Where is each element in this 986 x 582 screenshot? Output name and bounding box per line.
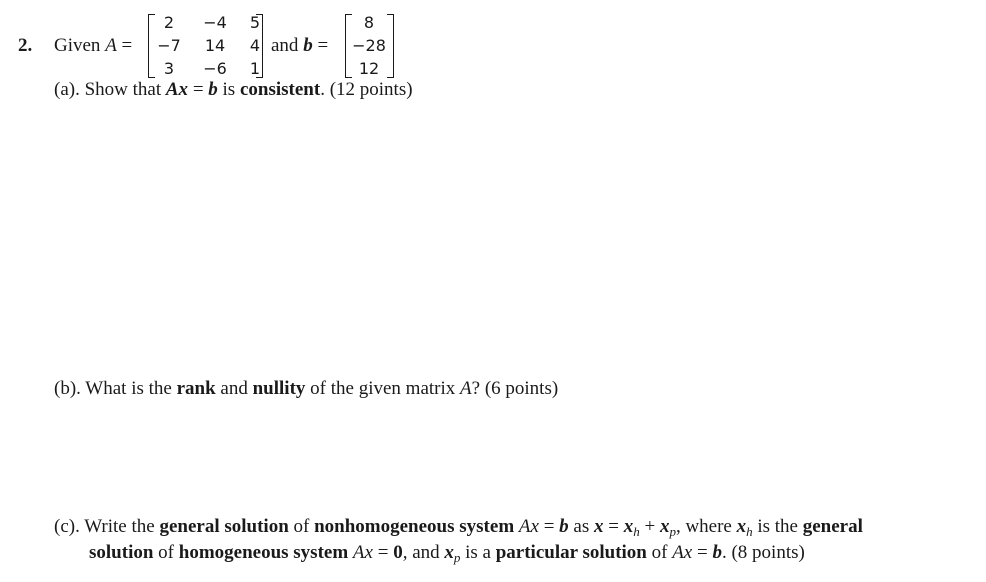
keyword-nullity: nullity: [252, 378, 306, 399]
part-c-and: , and: [402, 542, 445, 563]
equals-sign: =: [372, 542, 394, 563]
vector-b-symbol: b: [712, 542, 722, 563]
plus-sign: +: [639, 516, 660, 537]
matrix-A-cell: 14: [204, 36, 226, 55]
keyword-general-solution: general solution: [159, 516, 289, 537]
part-a-lead: (a). Show that: [54, 79, 166, 100]
matrix-A-cell: 3: [163, 59, 175, 78]
part-a-points: . (12 points): [320, 79, 413, 100]
matrix-A-cell: −7: [157, 36, 181, 55]
part-b-question: [54, 378, 558, 400]
and-label: and: [271, 35, 299, 56]
equation-lhs: Ax: [165, 79, 189, 100]
keyword-particular-solution: particular solution: [495, 542, 647, 563]
part-c-where: , where: [675, 516, 737, 537]
system-lhs: Ax: [672, 542, 693, 563]
vector-x-symbol: x: [594, 516, 604, 537]
subscript-h: h: [633, 524, 640, 539]
part-c-question-line1: [54, 516, 863, 538]
equation-rhs: b: [208, 79, 218, 100]
vector-x-h-symbol: x: [736, 516, 747, 537]
part-b-rest: of the given matrix: [305, 378, 461, 399]
part-b-and: and: [215, 378, 253, 399]
keyword-general: general: [802, 516, 863, 537]
matrix-A-cell: 4: [249, 36, 260, 55]
vector-b-cell: 12: [358, 59, 380, 78]
keyword-nonhomogeneous-system: nonhomogeneous system: [314, 516, 515, 537]
keyword-solution: solution: [89, 542, 154, 563]
equals-sign: =: [692, 542, 713, 563]
subscript-p: p: [669, 524, 676, 539]
vector-b-right-bracket: [387, 14, 394, 78]
equals-sign: =: [116, 35, 133, 56]
vector-b-cell: 8: [363, 13, 375, 32]
vector-b-symbol: b: [559, 516, 569, 537]
part-c-question-line2: [89, 542, 805, 564]
matrix-A-cell: 2: [163, 13, 175, 32]
matrix-A-cell: 5: [249, 13, 260, 32]
part-c-points: . (8 points): [721, 542, 805, 563]
problem-number: 2.: [18, 35, 33, 56]
subscript-p: p: [453, 550, 461, 565]
matrix-A-cell: −4: [203, 13, 227, 32]
keyword-rank: rank: [176, 378, 216, 399]
part-a-is: is: [217, 79, 240, 100]
part-c-is-a: is a: [460, 542, 496, 563]
matrix-A-symbol: A: [460, 378, 472, 399]
part-b-lead: (b). What is the: [54, 378, 177, 399]
part-a-question: [54, 79, 413, 101]
vector-b-symbol: b: [303, 35, 313, 56]
part-c-of: of: [153, 542, 179, 563]
system-lhs: Ax: [352, 542, 373, 563]
vector-b-left-bracket: [345, 14, 352, 78]
matrix-A-symbol: A: [105, 35, 117, 56]
system-lhs: Ax: [518, 516, 539, 537]
part-c-is-the: is the: [752, 516, 803, 537]
vector-x-p-symbol: x: [659, 516, 670, 537]
subscript-h: h: [746, 524, 753, 539]
vector-x-p-symbol: x: [444, 542, 454, 563]
matrix-A-cell: −6: [203, 59, 227, 78]
equals-sign: =: [603, 516, 624, 537]
keyword-consistent: consistent: [239, 79, 321, 100]
part-b-points: ? (6 points): [471, 378, 559, 399]
keyword-homogeneous-system: homogeneous system: [178, 542, 349, 563]
vector-b-cell: −28: [352, 36, 386, 55]
and-b-text: [271, 35, 328, 57]
equals-sign: =: [188, 79, 209, 100]
given-label: Given: [54, 35, 101, 56]
equals-sign: =: [312, 35, 329, 56]
matrix-A-cell: 1: [249, 59, 260, 78]
vector-x-h-symbol: x: [623, 516, 634, 537]
zero-vector: 0: [393, 542, 403, 563]
given-text: [54, 35, 132, 57]
part-c-lead: (c). Write the: [54, 516, 160, 537]
equals-sign: =: [538, 516, 560, 537]
part-c-of: of: [288, 516, 315, 537]
part-c-of: of: [646, 542, 673, 563]
part-c-as: as: [568, 516, 594, 537]
